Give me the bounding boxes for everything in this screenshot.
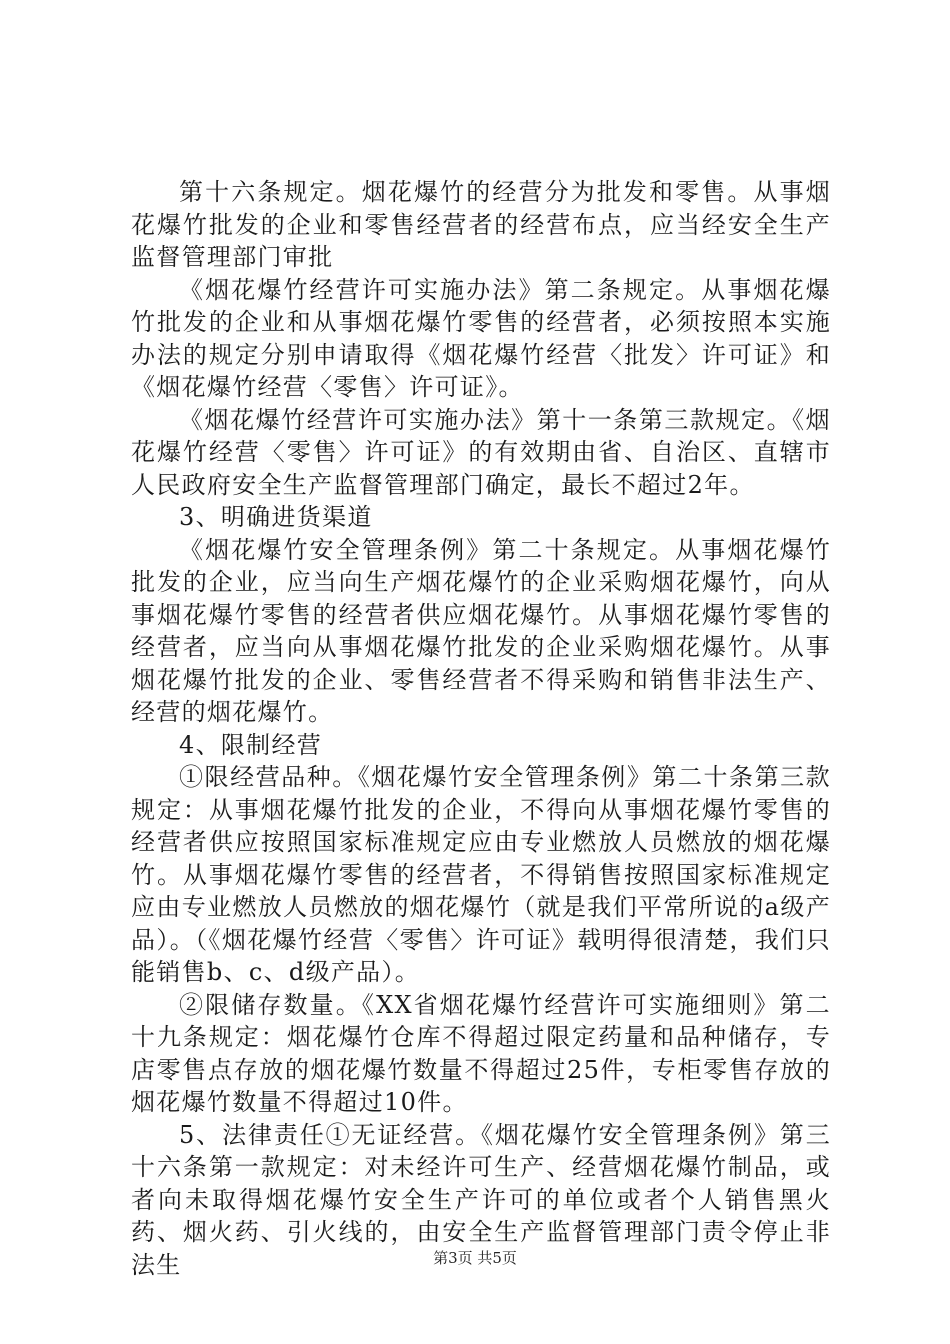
page-number-footer: 第3页 共5页 [433, 1249, 517, 1267]
document-body [131, 176, 831, 1281]
paragraph: ②限储存数量。《XX省烟花爆竹经营许可实施细则》第二十九条规定：烟花爆竹仓库不得超过限定药量和品种储存，专店零售点存放的烟花爆竹数量不得超过25件，专柜零售存放的烟花爆竹数量不得超过10件。 [131, 990, 831, 1116]
paragraph: ①限经营品种。《烟花爆竹安全管理条例》第二十条第三款规定：从事烟花爆竹批发的企业，不得向从事烟花爆竹零售的经营者供应按照国家标准规定应由专业燃放人员燃放的烟花爆竹。从事烟花爆竹零售的经营者，不得销售按照国家标准规定应由专业燃放人员燃放的烟花爆竹（就是我们平常所说的a级产品）。（《烟花爆竹经营〈零售〉许可证》载明得很清楚，我们只能销售b、c、d级产品）。 [131, 763, 831, 986]
paragraph: 5、法律责任①无证经营。《烟花爆竹安全管理条例》第三十六条第一款规定：对未经许可生产、经营烟花爆竹制品，或者向未取得烟花爆竹安全生产许可的单位或者个人销售黑火药、烟火药、引火线的，由安全生产监督管理部门责令停止非法生 [131, 1120, 831, 1279]
paragraph: 第十六条规定。烟花爆竹的经营分为批发和零售。从事烟花爆竹批发的企业和零售经营者的经营布点，应当经安全生产监督管理部门审批 [131, 178, 831, 271]
paragraph: 《烟花爆竹经营许可实施办法》第十一条第三款规定。《烟花爆竹经营〈零售〉许可证》的有效期由省、自治区、直辖市人民政府安全生产监督管理部门确定，最长不超过2年。 [131, 405, 831, 499]
section-heading: 4、限制经营 [179, 730, 323, 759]
paragraph: 《烟花爆竹安全管理条例》第二十条规定。从事烟花爆竹批发的企业，应当向生产烟花爆竹的企业采购烟花爆竹，向从事烟花爆竹零售的经营者供应烟花爆竹。从事烟花爆竹零售的经营者，应当向从事烟花爆竹批发的企业采购烟花爆竹。从事烟花爆竹批发的企业、零售经营者不得采购和销售非法生产、经营的烟花爆竹。 [131, 535, 831, 726]
paragraph: 《烟花爆竹经营许可实施办法》第二条规定。从事烟花爆竹批发的企业和从事烟花爆竹零售的经营者，必须按照本实施办法的规定分别申请取得《烟花爆竹经营〈批发〉许可证》和《烟花爆竹经营〈零售〉许可证》。 [131, 275, 831, 401]
section-heading: 3、明确进货渠道 [179, 503, 373, 531]
